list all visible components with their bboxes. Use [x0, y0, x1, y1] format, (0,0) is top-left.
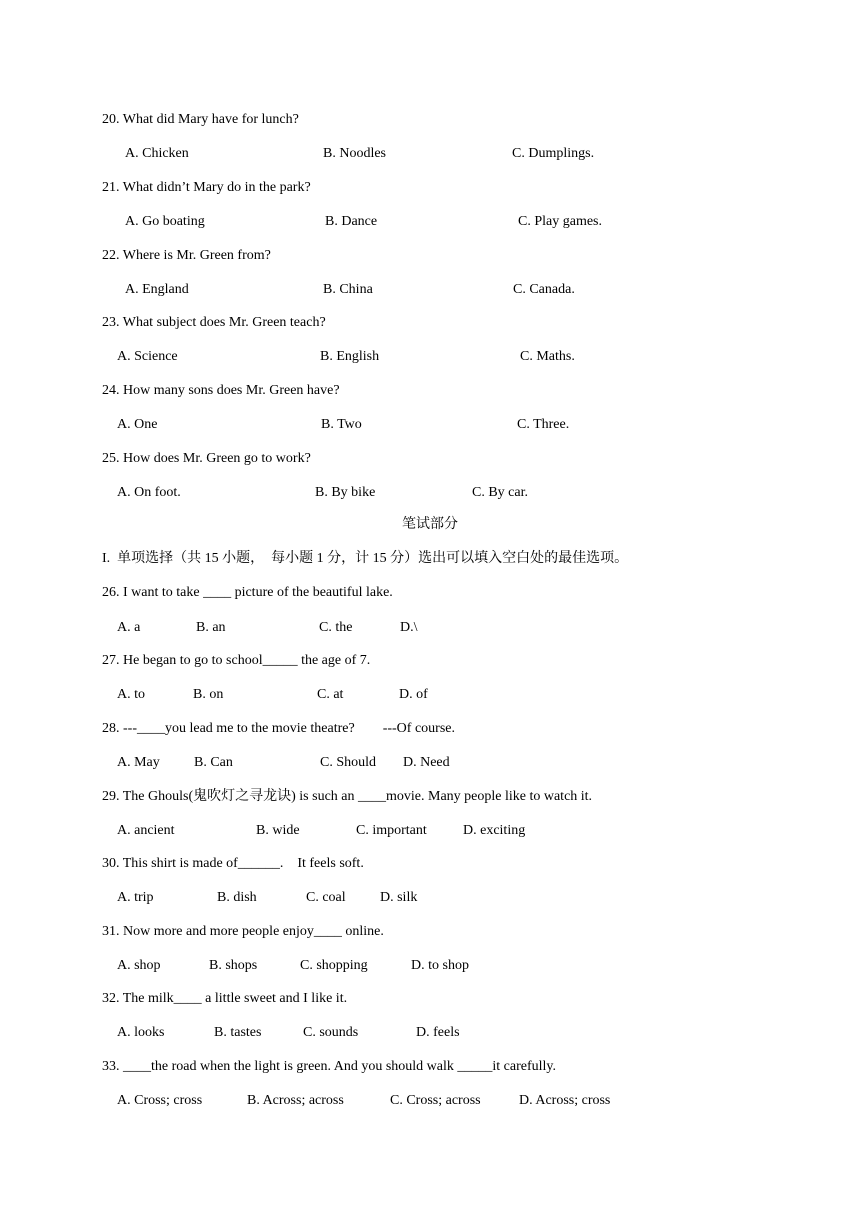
option-29-a: A. ancient: [117, 823, 175, 838]
option-29-b: B. wide: [256, 823, 300, 838]
option-23-c: C. Maths.: [520, 349, 575, 364]
question-22: 22. Where is Mr. Green from?: [102, 248, 271, 263]
option-32-c: C. sounds: [303, 1025, 359, 1040]
option-33-a: A. Cross; cross: [117, 1093, 203, 1108]
option-28-c: C. Should: [320, 755, 377, 770]
part-heading: I. 单项选择（共 15 小题， 每小题 1 分，计 15 分）选出可以填入空白处的最佳选项。: [102, 551, 629, 566]
question-26: 26. I want to take ____ picture of the beautiful lake.: [102, 585, 393, 600]
option-26-a: A. a: [117, 620, 141, 635]
option-27-d: D. of: [399, 687, 428, 702]
option-31-c: C. shopping: [300, 958, 368, 973]
option-32-d: D. feels: [416, 1025, 460, 1040]
option-22-b: B. China: [323, 282, 373, 297]
option-33-c: C. Cross; across: [390, 1093, 481, 1108]
question-29: 29. The Ghouls(鬼吹灯之寻龙诀) is such an ____movie. Many people like to watch it.: [102, 789, 593, 804]
question-30: 30. This shirt is made of______. It feels soft.: [102, 856, 364, 871]
option-27-b: B. on: [193, 687, 224, 702]
option-30-a: A. trip: [117, 890, 154, 905]
option-26-b: B. an: [196, 620, 226, 635]
question-20: 20. What did Mary have for lunch?: [102, 112, 299, 127]
option-23-b: B. English: [320, 349, 380, 364]
option-33-d: D. Across; cross: [519, 1093, 611, 1108]
option-31-b: B. shops: [209, 958, 258, 973]
option-25-b: B. By bike: [315, 485, 376, 500]
option-28-a: A. May: [117, 755, 160, 770]
option-22-a: A. England: [125, 282, 189, 297]
option-31-a: A. shop: [117, 958, 161, 973]
option-20-c: C. Dumplings.: [512, 146, 595, 161]
question-25: 25. How does Mr. Green go to work?: [102, 451, 311, 466]
question-23: 23. What subject does Mr. Green teach?: [102, 315, 326, 330]
option-21-a: A. Go boating: [125, 214, 205, 229]
question-32: 32. The milk____ a little sweet and I like it.: [102, 991, 348, 1006]
option-25-a: A. On foot.: [117, 485, 181, 500]
question-27: 27. He began to go to school_____ the age of 7.: [102, 653, 371, 668]
option-27-c: C. at: [317, 687, 344, 702]
option-24-c: C. Three.: [517, 417, 570, 432]
option-28-b: B. Can: [194, 755, 233, 770]
question-33: 33. ____the road when the light is green. And you should walk _____it carefully.: [102, 1059, 557, 1074]
option-21-b: B. Dance: [325, 214, 378, 229]
option-31-d: D. to shop: [411, 958, 469, 973]
section-title: 笔试部分: [402, 517, 458, 532]
question-31: 31. Now more and more people enjoy____ online.: [102, 924, 384, 939]
option-29-c: C. important: [356, 823, 427, 838]
option-32-b: B. tastes: [214, 1025, 262, 1040]
option-30-c: C. coal: [306, 890, 346, 905]
option-28-d: D. Need: [403, 755, 450, 770]
option-27-a: A. to: [117, 687, 145, 702]
option-30-d: D. silk: [380, 890, 418, 905]
option-32-a: A. looks: [117, 1025, 165, 1040]
option-25-c: C. By car.: [472, 485, 528, 500]
option-29-d: D. exciting: [463, 823, 526, 838]
option-33-b: B. Across; across: [247, 1093, 344, 1108]
question-21: 21. What didn’t Mary do in the park?: [102, 180, 311, 195]
option-20-a: A. Chicken: [125, 146, 189, 161]
option-30-b: B. dish: [217, 890, 257, 905]
option-26-c: C. the: [319, 620, 353, 635]
option-21-c: C. Play games.: [518, 214, 602, 229]
question-28: 28. ---____you lead me to the movie theatre? ---Of course.: [102, 721, 455, 736]
option-26-d: D.\: [400, 620, 418, 635]
option-20-b: B. Noodles: [323, 146, 386, 161]
question-24: 24. How many sons does Mr. Green have?: [102, 383, 340, 398]
option-24-a: A. One: [117, 417, 158, 432]
option-24-b: B. Two: [321, 417, 362, 432]
option-23-a: A. Science: [117, 349, 178, 364]
option-22-c: C. Canada.: [513, 282, 575, 297]
